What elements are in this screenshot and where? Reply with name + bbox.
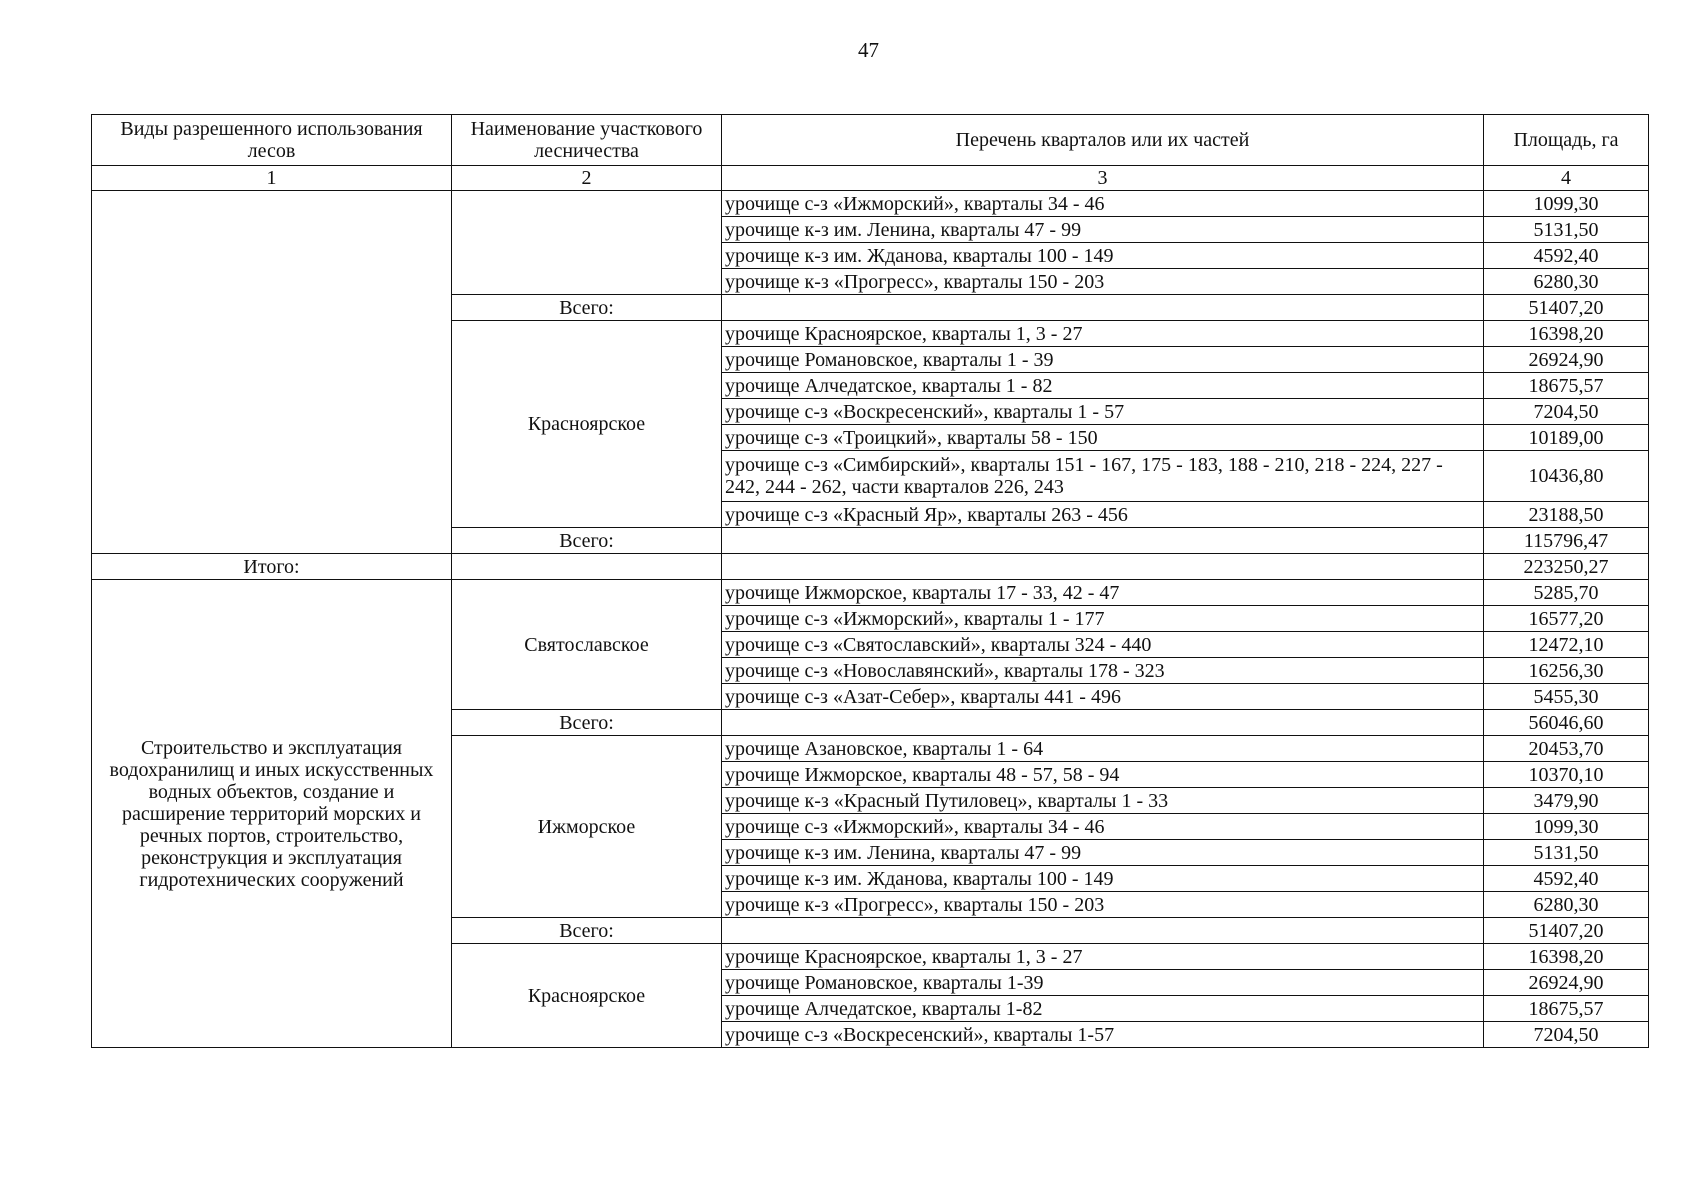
area-cell: 6280,30 xyxy=(1484,269,1649,295)
area-cell: 18675,57 xyxy=(1484,373,1649,399)
empty-cell xyxy=(722,295,1484,321)
forestry-cell xyxy=(452,191,722,295)
area-cell: 18675,57 xyxy=(1484,996,1649,1022)
forestry-cell: Ижморское xyxy=(452,736,722,918)
area-cell: 5131,50 xyxy=(1484,217,1649,243)
forestry-cell: Красноярское xyxy=(452,944,722,1048)
empty-cell xyxy=(722,528,1484,554)
quarters-cell: урочище с-з «Троицкий», кварталы 58 - 150 xyxy=(722,425,1484,451)
column-number: 4 xyxy=(1484,166,1649,191)
header-row xyxy=(92,115,1649,166)
subtotal-label: Всего: xyxy=(452,918,722,944)
area-cell: 16398,20 xyxy=(1484,944,1649,970)
area-cell: 7204,50 xyxy=(1484,399,1649,425)
area-cell: 26924,90 xyxy=(1484,970,1649,996)
quarters-cell: урочище с-з «Воскресенский», кварталы 1-57 xyxy=(722,1022,1484,1048)
area-cell: 10189,00 xyxy=(1484,425,1649,451)
area-cell: 26924,90 xyxy=(1484,347,1649,373)
quarters-cell: урочище Азановское, кварталы 1 - 64 xyxy=(722,736,1484,762)
quarters-cell: урочище Алчедатское, кварталы 1-82 xyxy=(722,996,1484,1022)
empty-cell xyxy=(722,554,1484,580)
quarters-cell: урочище с-з «Ижморский», кварталы 34 - 46 xyxy=(722,814,1484,840)
subtotal-label: Всего: xyxy=(452,710,722,736)
area-cell: 23188,50 xyxy=(1484,502,1649,528)
column-number: 2 xyxy=(452,166,722,191)
forestry-cell: Красноярское xyxy=(452,321,722,528)
quarters-cell: урочище Красноярское, кварталы 1, 3 - 27 xyxy=(722,944,1484,970)
use-type-cell xyxy=(92,191,452,554)
table-row xyxy=(92,191,1649,217)
header-quarters: Перечень кварталов или их частей xyxy=(722,115,1484,166)
quarters-table xyxy=(91,114,1649,1048)
use-type-cell: Строительство и эксплуатация водохранилищ и иных искусственных водных объектов, создание и расширение территорий морских и речных портов, строительство, реконструкция и эксплуатация гидротехнических сооружений xyxy=(92,580,452,1048)
area-cell: 5455,30 xyxy=(1484,684,1649,710)
quarters-cell: урочище к-з «Прогресс», кварталы 150 - 203 xyxy=(722,269,1484,295)
quarters-cell: урочище с-з «Азат-Себер», кварталы 441 - 496 xyxy=(722,684,1484,710)
quarters-cell: урочище с-з «Новославянский», кварталы 178 - 323 xyxy=(722,658,1484,684)
quarters-cell: урочище к-з им. Жданова, кварталы 100 - 149 xyxy=(722,866,1484,892)
quarters-cell: урочище с-з «Ижморский», кварталы 34 - 46 xyxy=(722,191,1484,217)
area-cell: 4592,40 xyxy=(1484,866,1649,892)
area-cell: 10370,10 xyxy=(1484,762,1649,788)
quarters-cell: урочище Алчедатское, кварталы 1 - 82 xyxy=(722,373,1484,399)
table-body xyxy=(92,191,1649,1048)
area-cell: 5285,70 xyxy=(1484,580,1649,606)
column-number: 1 xyxy=(92,166,452,191)
page-number: 47 xyxy=(858,38,879,62)
quarters-cell: урочище к-з им. Ленина, кварталы 47 - 99 xyxy=(722,217,1484,243)
quarters-cell: урочище с-з «Ижморский», кварталы 1 - 177 xyxy=(722,606,1484,632)
column-number: 3 xyxy=(722,166,1484,191)
quarters-cell: урочище к-з им. Ленина, кварталы 47 - 99 xyxy=(722,840,1484,866)
area-cell: 3479,90 xyxy=(1484,788,1649,814)
subtotal-label: Всего: xyxy=(452,295,722,321)
area-cell: 16398,20 xyxy=(1484,321,1649,347)
grand-total-label: Итого: xyxy=(92,554,452,580)
grand-total-area: 223250,27 xyxy=(1484,554,1649,580)
grand-total-row xyxy=(92,554,1649,580)
quarters-cell: урочище Ижморское, кварталы 48 - 57, 58 - 94 xyxy=(722,762,1484,788)
quarters-cell: урочище с-з «Симбирский», кварталы 151 - 167, 175 - 183, 188 - 210, 218 - 224, 227 - 242, 244 - 262, части кварталов 226, 243 xyxy=(722,451,1484,502)
quarters-cell: урочище к-з «Красный Путиловец», кварталы 1 - 33 xyxy=(722,788,1484,814)
area-cell: 7204,50 xyxy=(1484,1022,1649,1048)
quarters-cell: урочище к-з «Прогресс», кварталы 150 - 203 xyxy=(722,892,1484,918)
subtotal-area: 115796,47 xyxy=(1484,528,1649,554)
quarters-cell: урочище с-з «Святославский», кварталы 324 - 440 xyxy=(722,632,1484,658)
area-cell: 16577,20 xyxy=(1484,606,1649,632)
column-number-row xyxy=(92,166,1649,191)
quarters-cell: урочище к-з им. Жданова, кварталы 100 - 149 xyxy=(722,243,1484,269)
forestry-cell: Святославское xyxy=(452,580,722,710)
quarters-cell: урочище с-з «Красный Яр», кварталы 263 - 456 xyxy=(722,502,1484,528)
quarters-cell: урочище Романовское, кварталы 1 - 39 xyxy=(722,347,1484,373)
quarters-cell: урочище Романовское, кварталы 1-39 xyxy=(722,970,1484,996)
quarters-cell: урочище Красноярское, кварталы 1, 3 - 27 xyxy=(722,321,1484,347)
table-row xyxy=(92,580,1649,606)
area-cell: 16256,30 xyxy=(1484,658,1649,684)
area-cell: 1099,30 xyxy=(1484,191,1649,217)
area-cell: 10436,80 xyxy=(1484,451,1649,502)
header-forestry: Наименование участкового лесничества xyxy=(452,115,722,166)
header-area: Площадь, га xyxy=(1484,115,1649,166)
area-cell: 1099,30 xyxy=(1484,814,1649,840)
subtotal-area: 51407,20 xyxy=(1484,918,1649,944)
empty-cell xyxy=(452,554,722,580)
subtotal-area: 56046,60 xyxy=(1484,710,1649,736)
area-cell: 5131,50 xyxy=(1484,840,1649,866)
subtotal-label: Всего: xyxy=(452,528,722,554)
area-cell: 6280,30 xyxy=(1484,892,1649,918)
empty-cell xyxy=(722,918,1484,944)
empty-cell xyxy=(722,710,1484,736)
subtotal-area: 51407,20 xyxy=(1484,295,1649,321)
quarters-cell: урочище Ижморское, кварталы 17 - 33, 42 - 47 xyxy=(722,580,1484,606)
area-cell: 20453,70 xyxy=(1484,736,1649,762)
area-cell: 12472,10 xyxy=(1484,632,1649,658)
quarters-cell: урочище с-з «Воскресенский», кварталы 1 - 57 xyxy=(722,399,1484,425)
area-cell: 4592,40 xyxy=(1484,243,1649,269)
header-use-type: Виды разрешенного использования лесов xyxy=(92,115,452,166)
